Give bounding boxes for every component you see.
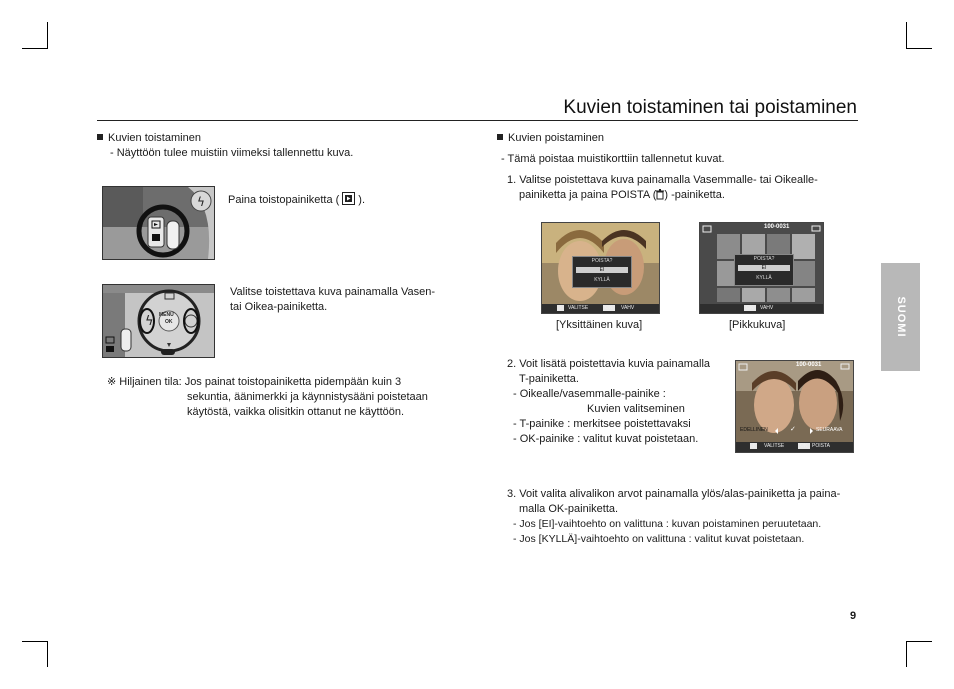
right-step2e: - T-painike : merkitsee poistettavaksi bbox=[513, 418, 691, 430]
previous-label: EDELLINEN bbox=[740, 427, 768, 433]
play-icon bbox=[342, 192, 355, 205]
left-step1 bbox=[228, 192, 365, 208]
left-line1: - Näyttöön tulee muistiin viimeksi tallennettu kuva. bbox=[110, 147, 354, 159]
popup-option-yes[interactable]: KYLLÄ bbox=[594, 277, 610, 283]
right-step1b-text: painiketta ja paina POISTA ( bbox=[519, 189, 657, 201]
crop-mark bbox=[22, 641, 48, 642]
svg-text:ϟ: ϟ bbox=[145, 314, 154, 329]
left-heading-text: Kuvien toistaminen bbox=[108, 132, 201, 144]
note-line-c: käytöstä, vaikka olisitkin ottanut ne käyttöön. bbox=[187, 406, 405, 418]
next-label: SEURAAVA bbox=[816, 427, 843, 433]
right-step2a: 2. Voit lisätä poistettavia kuvia painamalla bbox=[507, 358, 711, 370]
page-number: 9 bbox=[850, 610, 857, 622]
right-step2b: T-painiketta. bbox=[519, 373, 579, 385]
right-step1b-end: ) -painiketta. bbox=[664, 189, 725, 201]
dial-menu-label: MENU bbox=[159, 312, 174, 318]
thumbnail-screen bbox=[699, 222, 824, 314]
right-step2f: - OK-painike : valitut kuvat poistetaan. bbox=[513, 433, 699, 445]
ok-button: OK bbox=[605, 305, 613, 311]
delete-confirm-popup bbox=[734, 254, 794, 286]
camera-dial-image bbox=[102, 284, 215, 358]
svg-text:ϟ: ϟ bbox=[197, 195, 205, 209]
right-step2c: - Oikealle/vasemmalle-painike : bbox=[513, 388, 666, 400]
ok-button: OK bbox=[800, 443, 808, 449]
language-tab-label: SUOMI bbox=[894, 296, 907, 338]
crop-mark bbox=[906, 22, 907, 49]
popup-option-no[interactable]: EI bbox=[738, 265, 790, 271]
single-image-screen bbox=[541, 222, 660, 314]
right-step1a: 1. Valitse poistettava kuva painamalla Vasemmalle- tai Oikealle- bbox=[507, 174, 818, 186]
dial-ok-label: OK bbox=[165, 319, 173, 325]
left-heading bbox=[97, 131, 201, 146]
popup-title: POISTA? bbox=[591, 258, 613, 264]
popup-title: POISTA? bbox=[753, 256, 775, 262]
ok-button: OK bbox=[746, 305, 754, 311]
file-number: 100-0031 bbox=[796, 362, 822, 368]
camera-play-button-image bbox=[102, 186, 215, 260]
title-rule bbox=[97, 120, 858, 121]
left-step2b: tai Oikea-painiketta. bbox=[230, 301, 328, 313]
trash-mark-icon: ✓ bbox=[790, 426, 796, 433]
delete-confirm-popup bbox=[572, 256, 632, 288]
popup-option-no[interactable]: EI bbox=[576, 267, 628, 273]
confirm-label: VAHV bbox=[621, 305, 635, 311]
right-heading bbox=[497, 131, 604, 146]
right-step3b: malla OK-painiketta. bbox=[519, 503, 619, 515]
bullet-square-icon bbox=[497, 134, 503, 140]
right-step3d: - Jos [KYLLÄ]-vaihtoehto on valittuna : valitut kuvat poistetaan. bbox=[513, 533, 805, 545]
note-line-a: ※ Hiljainen tila: Jos painat toistopainiketta pidempään kuin 3 bbox=[107, 376, 402, 388]
right-step3a: 3. Voit valita alivalikon arvot painamalla ylös/alas-painiketta ja paina- bbox=[507, 488, 841, 500]
right-step2d: Kuvien valitseminen bbox=[587, 403, 685, 415]
page-title: Kuvien toistaminen tai poistaminen bbox=[563, 97, 857, 118]
multi-select-screen bbox=[735, 360, 854, 453]
right-step3c: - Jos [EI]-vaihtoehto on valittuna : kuvan poistaminen peruutetaan. bbox=[513, 518, 822, 530]
right-step1b bbox=[519, 188, 725, 203]
confirm-label: VAHV bbox=[760, 305, 774, 311]
popup-option-yes[interactable]: KYLLÄ bbox=[756, 275, 772, 281]
caption-single: [Yksittäinen kuva] bbox=[556, 319, 643, 331]
left-step2a: Valitse toistettava kuva painamalla Vasen- bbox=[230, 286, 436, 298]
left-step1-text: Paina toistopainiketta ( bbox=[228, 194, 340, 206]
delete-label: POISTA bbox=[812, 443, 830, 449]
bottom-bar bbox=[700, 304, 823, 313]
note-line-b: sekuntia, äänimerkki ja käynnistysääni poistetaan bbox=[187, 391, 428, 403]
select-label: VALITSE bbox=[568, 305, 589, 311]
t-button: T bbox=[559, 305, 563, 311]
file-number: 100-0031 bbox=[764, 224, 790, 230]
crop-mark bbox=[47, 22, 48, 49]
crop-mark bbox=[22, 48, 48, 49]
crop-mark bbox=[906, 48, 932, 49]
right-line1: - Tämä poistaa muistikorttiin tallennetut kuvat. bbox=[501, 153, 725, 165]
left-step1-end: ). bbox=[358, 194, 366, 206]
bottom-bar bbox=[542, 304, 659, 313]
select-label: VALITSE bbox=[764, 443, 785, 449]
t-button: T bbox=[752, 443, 756, 449]
caption-thumb: [Pikkukuva] bbox=[729, 319, 786, 331]
bottom-bar bbox=[736, 442, 853, 452]
crop-mark bbox=[906, 641, 907, 667]
language-tab bbox=[881, 263, 920, 371]
right-heading-text: Kuvien poistaminen bbox=[508, 132, 605, 144]
crop-mark bbox=[906, 641, 932, 642]
bullet-square-icon bbox=[97, 134, 103, 140]
crop-mark bbox=[47, 641, 48, 667]
